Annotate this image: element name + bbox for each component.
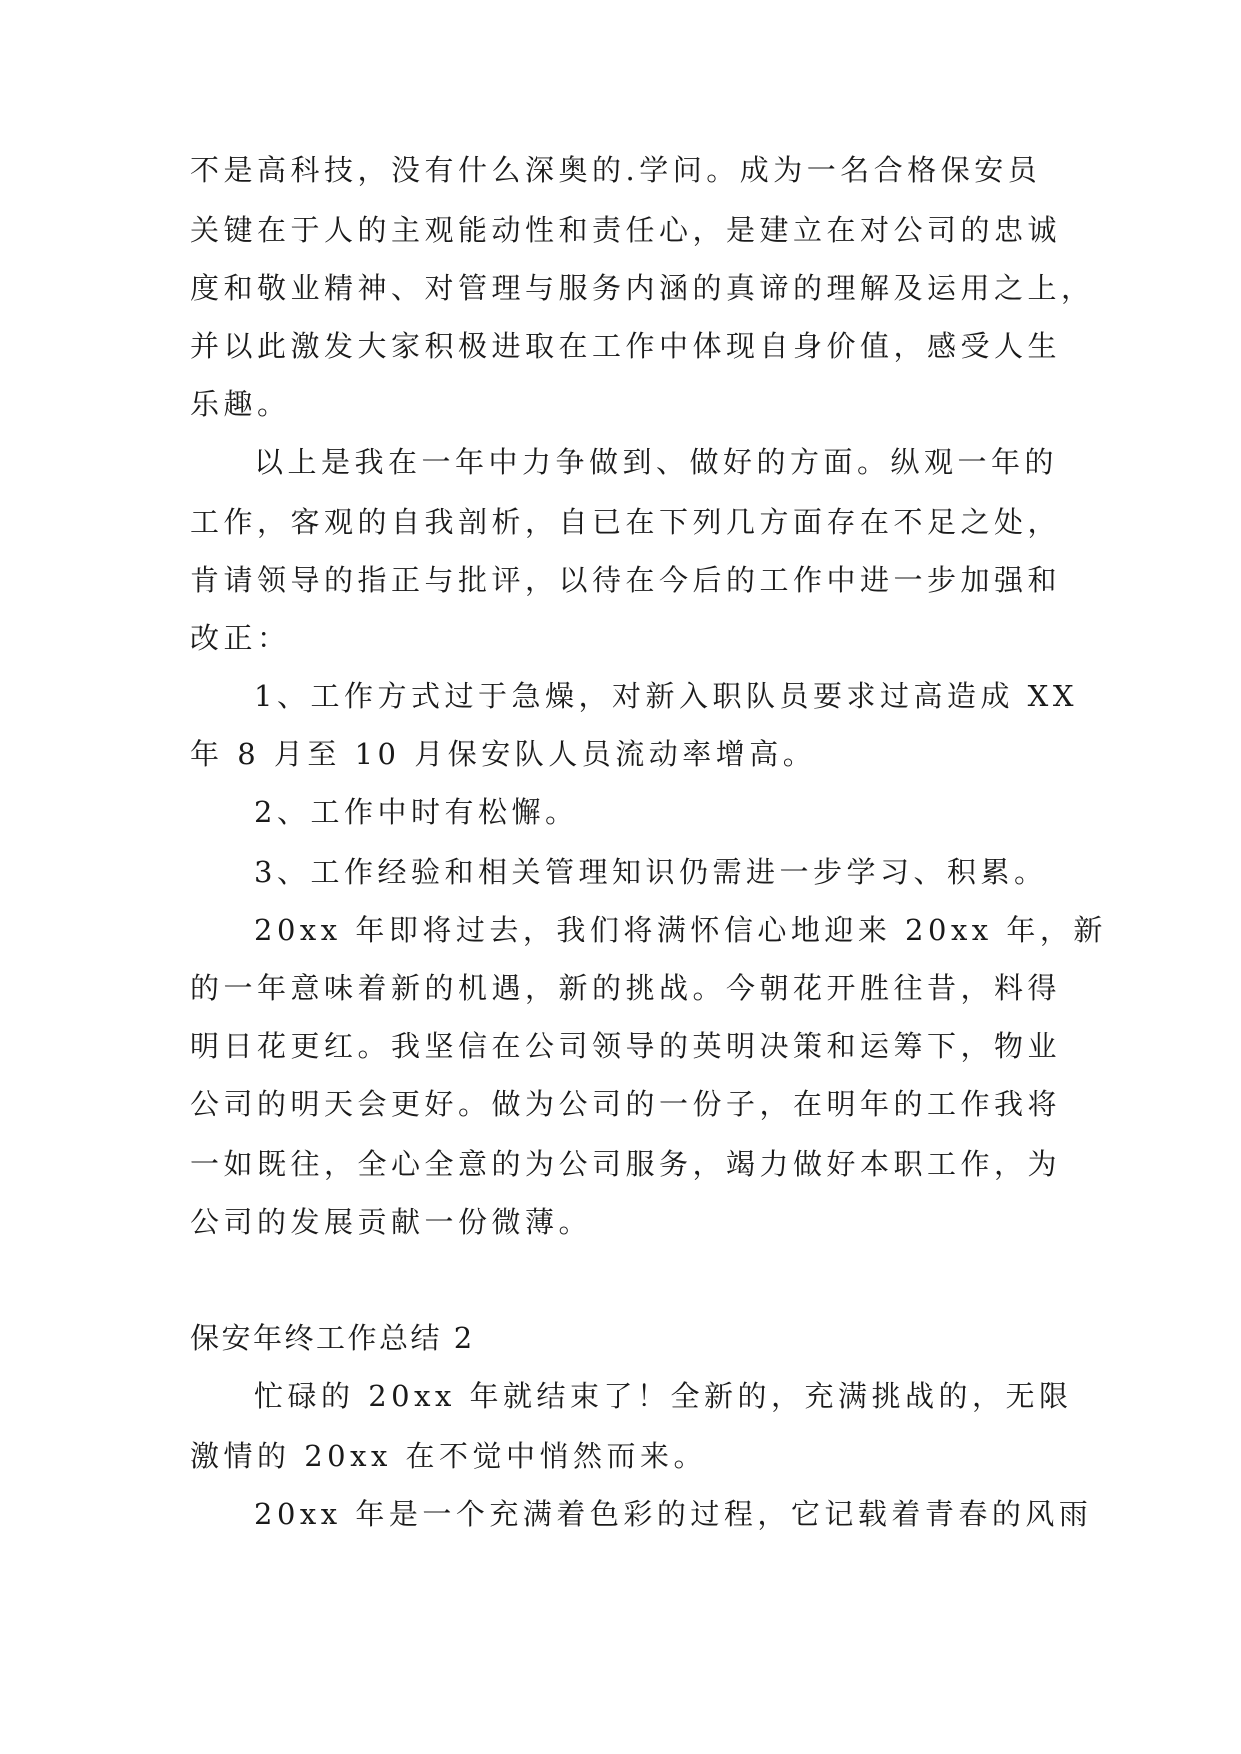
body-text-line: 度和敬业精神、对管理与服务内涵的真谛的理解及运用之上， xyxy=(190,271,1095,305)
body-text-line: 并以此激发大家积极进取在工作中体现自身价值，感受人生 xyxy=(190,329,1062,363)
paragraph-start-line: 忙碌的 20xx 年就结束了！全新的，充满挑战的，无限 xyxy=(254,1379,1073,1413)
body-text-line: 不是高科技，没有什么深奥的.学问。成为一名合格保安员 xyxy=(190,153,1042,187)
body-text-line: 改正： xyxy=(190,621,291,655)
body-text-line: 激情的 20xx 在不觉中悄然而来。 xyxy=(190,1439,708,1473)
body-text-line: 关键在于人的主观能动性和责任心，是建立在对公司的忠诚 xyxy=(190,213,1062,247)
list-item-line: 2、工作中时有松懈。 xyxy=(254,795,579,829)
paragraph-start-line: 20xx 年即将过去，我们将满怀信心地迎来 20xx 年，新 xyxy=(254,913,1107,947)
paragraph-start-line: 20xx 年是一个充满着色彩的过程，它记载着青春的风雨 xyxy=(254,1497,1093,1531)
body-text-line: 年 8 月至 10 月保安队人员流动率增高。 xyxy=(190,737,817,771)
body-text-line: 明日花更红。我坚信在公司领导的英明决策和运筹下，物业 xyxy=(190,1029,1062,1063)
body-text-line: 肯请领导的指正与批评，以待在今后的工作中进一步加强和 xyxy=(190,563,1062,597)
body-text-line: 工作，客观的自我剖析，自已在下列几方面存在不足之处， xyxy=(190,505,1062,539)
paragraph-start-line: 以上是我在一年中力争做到、做好的方面。纵观一年的 xyxy=(254,445,1059,479)
body-text-line: 公司的明天会更好。做为公司的一份子，在明年的工作我将 xyxy=(190,1087,1062,1121)
list-item-line: 1、工作方式过于急燥，对新入职队员要求过高造成 XX xyxy=(254,679,1078,713)
list-item-line: 3、工作经验和相关管理知识仍需进一步学习、积累。 xyxy=(254,855,1048,889)
body-text-line: 乐趣。 xyxy=(190,387,291,421)
body-text-line: 公司的发展贡献一份微薄。 xyxy=(190,1205,593,1239)
body-text-line: 一如既往，全心全意的为公司服务，竭力做好本职工作，为 xyxy=(190,1147,1062,1181)
section-heading: 保安年终工作总结 2 xyxy=(190,1321,475,1355)
body-text-line: 的一年意味着新的机遇，新的挑战。今朝花开胜往昔，料得 xyxy=(190,971,1062,1005)
